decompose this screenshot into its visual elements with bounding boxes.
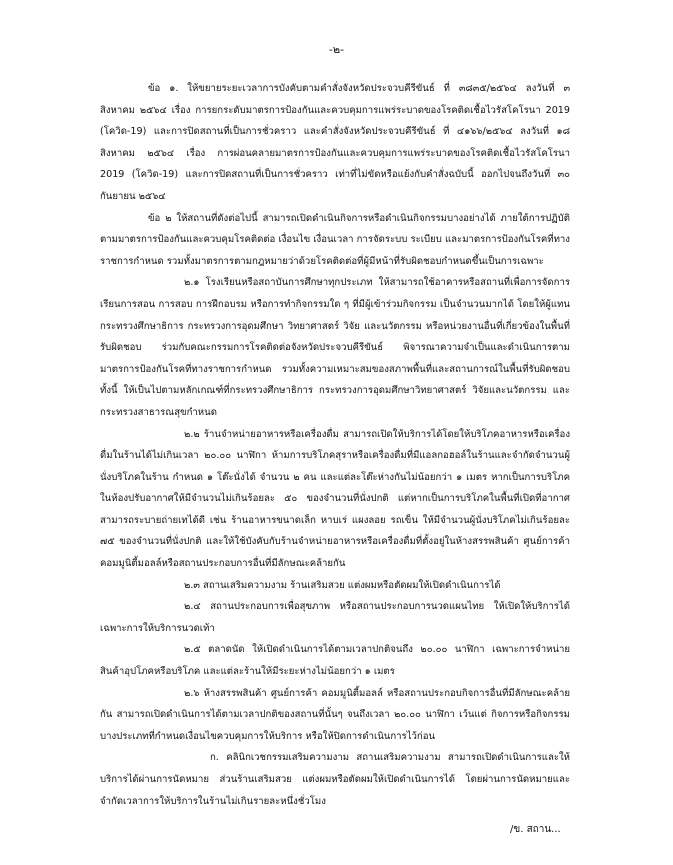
continuation-marker: /ข. สถาน...	[510, 824, 561, 835]
clause-1: ข้อ ๑. ให้ขยายระยะเวลาการบังคับตามคำสั่งจังหวัดประจวบคีรีขันธ์ ที่ ๓๘๓๕/๒๕๖๔ ลงวันที่ ๓ สิงหาคม ๒๕๖๔ เรื่อง การยกระดับมาตรการป้องกันและควบคุมการแพร่ระบาดของโรคติดเชื้อไวรัสโคโรนา 2019 (โควิด-19) และการปิดสถานที่เป็นการชั่วคราว และคำสั่งจังหวัดประจวบคีรีขันธ์ ที่ ๔๑๖๖/๒๕๖๔ ลงวันที่ ๑๘ สิงหาคม ๒๕๖๔ เรื่อง การผ่อนคลายมาตรการป้องกันและควบคุมการแพร่ระบาดของโรคติดเชื้อไวรัสโคโรนา 2019 (โควิด-19) และการปิดสถานที่เป็นการชั่วคราว เท่าที่ไม่ขัดหรือแย้งกับคำสั่งฉบับนี้ ออกไปจนถึงวันที่ ๓๐ กันยายน ๒๕๖๔	[100, 83, 570, 202]
clause-2-5: ๒.๕ ตลาดนัด ให้เปิดดำเนินการได้ตามเวลาปกติจนถึง ๒๐.๐๐ นาฬิกา เฉพาะการจำหน่ายสินค้าอุปโภคหรือบริโภค และแต่ละร้านให้มีระยะห่างไม่น้อยกว่า ๑ เมตร	[100, 644, 570, 678]
clause-2-2: ๒.๒ ร้านจำหน่ายอาหารหรือเครื่องดื่ม สามารถเปิดให้บริการได้โดยให้บริโภคอาหารหรือเครื่องดื่มในร้านได้ไม่เกินเวลา ๒๐.๐๐ นาฬิกา ห้ามการบริโภคสุราหรือเครื่องดื่มที่มีแอลกอฮอล์ในร้านและจำกัดจำนวนผู้นั่งบริโภคในร้าน กำหนด ๑ โต๊ะนั่งได้ จำนวน ๒ คน และแต่ละโต๊ะห่างกันไม่น้อยกว่า ๑ เมตร หากเป็นการบริโภคในห้องปรับอากาศให้มีจำนวนไม่เกินร้อยละ ๕๐ ของจำนวนที่นั่งปกติ แต่หากเป็นการบริโภคในพื้นที่เปิดที่อากาศสามารถระบายถ่ายเทได้ดี เช่น ร้านอาหารขนาดเล็ก หาบเร่ แผงลอย รถเข็น ให้มีจำนวนผู้นั่งบริโภคไม่เกินร้อยละ ๗๕ ของจำนวนที่นั่งปกติ และให้ใช้บังคับกับร้านจำหน่ายอาหารหรือเครื่องดื่มที่ตั้งอยู่ในห้างสรรพสินค้า ศูนย์การค้า คอมมูนิตี้มอลล์หรือสถานประกอบการอื่นที่มีลักษณะคล้ายกัน	[100, 428, 570, 570]
clause-2-3: ๒.๓ สถานเสริมความงาม ร้านเสริมสวย แต่งผมหรือตัดผมให้เปิดดำเนินการได้	[184, 579, 501, 591]
clause-2: ข้อ ๒ ให้สถานที่ดังต่อไปนี้ สามารถเปิดดำเนินกิจการหรือดำเนินกิจกรรมบางอย่างได้ ภายใต้การปฏิบัติตามมาตรการป้องกันและควบคุมโรคติดต่อ เงื่อนไข เงื่อนเวลา การจัดระบบ ระเบียบ และมาตรการป้องกันโรคที่ทางราชการกำหนด รวมทั้งมาตรการตามกฎหมายว่าด้วยโรคติดต่อที่ผู้มีหน้าที่รับผิดชอบกำหนดขึ้นเป็นการเฉพาะ	[100, 212, 570, 267]
clause-2-4: ๒.๔ สถานประกอบการเพื่อสุขภาพ หรือสถานประกอบการนวดแผนไทย ให้เปิดให้บริการได้เฉพาะการให้บริการนวดเท้า	[100, 601, 570, 634]
document-body	[100, 78, 570, 812]
clause-2-6-a: ก. คลินิกเวชกรรมเสริมความงาม สถานเสริมความงาม สามารถเปิดดำเนินการและให้บริการได้ผ่านการนัดหมาย ส่วนร้านเสริมสวย แต่งผมหรือตัดผมให้เปิดดำเนินการได้ โดยผ่านการนัดหมายและจำกัดเวลาการให้บริการในร้านไม่เกินรายละหนึ่งชั่วโมง	[100, 752, 570, 807]
clause-2-1: ๒.๑ โรงเรียนหรือสถาบันการศึกษาทุกประเภท ให้สามารถใช้อาคารหรือสถานที่เพื่อการจัดการเรียนการสอน การสอบ การฝึกอบรม หรือการทำกิจกรรมใด ๆ ที่มีผู้เข้าร่วมกิจกรรม เป็นจำนวนมากได้ โดยให้ผู้แทนกระทรวงศึกษาธิการ กระทรวงการอุดมศึกษา วิทยาศาสตร์ วิจัย และนวัตกรรม หรือหน่วยงานอื่นที่เกี่ยวข้องในพื้นที่รับผิดชอบ ร่วมกับคณะกรรมการโรคติดต่อจังหวัดประจวบคีรีขันธ์ พิจารณาความจำเป็นและดำเนินการตามมาตรการป้องกันโรคที่ทางราชการกำหนด รวมทั้งความเหมาะสมของสภาพพื้นที่และสถานการณ์ในพื้นที่รับผิดชอบ ทั้งนี้ ให้เป็นไปตามหลักเกณฑ์ที่กระทรวงศึกษาธิการ กระทรวงการอุดมศึกษาวิทยาศาสตร์ วิจัยและนวัตกรรม และกระทรวงสาธารณสุขกำหนด	[100, 277, 570, 418]
page-number: -๒-	[328, 43, 345, 56]
clause-2-6: ๒.๖ ห้างสรรพสินค้า ศูนย์การค้า คอมมูนิตี้มอลล์ หรือสถานประกอบกิจการอื่นที่มีลักษณะคล้ายกัน สามารถเปิดดำเนินการได้ตามเวลาปกติของสถานที่นั้นๆ จนถึงเวลา ๒๐.๐๐ นาฬิกา เว้นแต่ กิจการหรือกิจกรรมบางประเภทที่กำหนดเงื่อนไขควบคุมการให้บริการ หรือให้ปิดการดำเนินการไว้ก่อน	[100, 687, 570, 742]
